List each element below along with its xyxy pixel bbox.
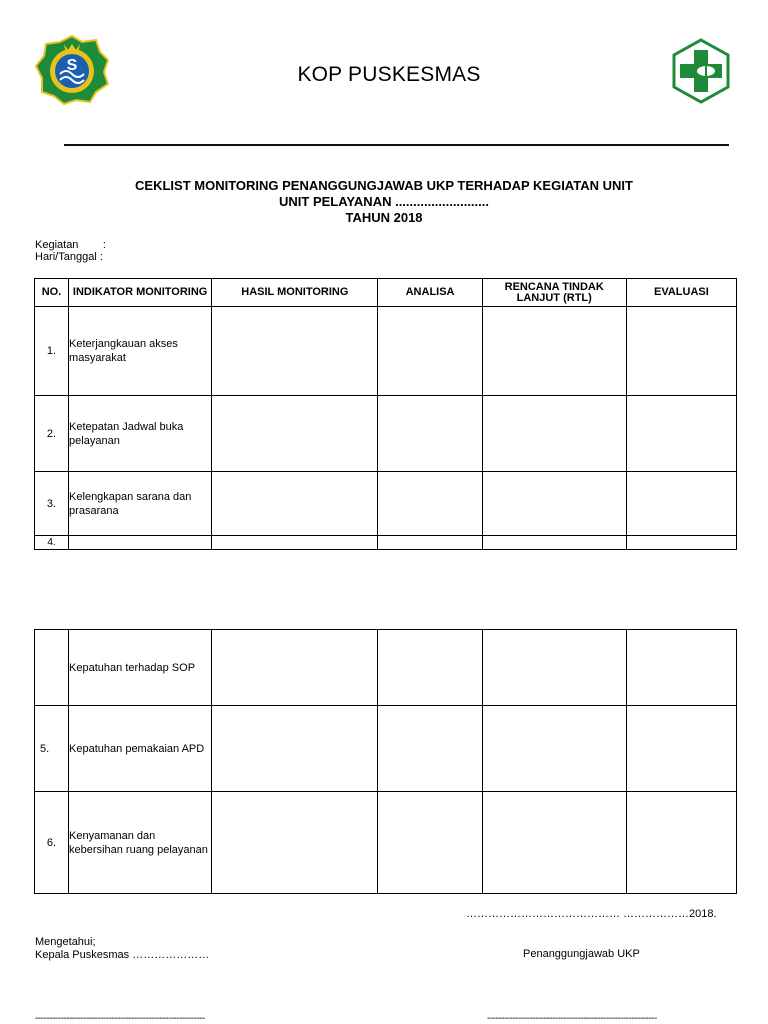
- evaluasi-cell[interactable]: [626, 396, 736, 472]
- emblem-letter: S: [66, 57, 78, 74]
- hasil-cell[interactable]: [212, 472, 378, 536]
- evaluasi-cell[interactable]: [626, 307, 736, 396]
- signature-line-right: ------------------------------------------------------------: [487, 1013, 657, 1024]
- rtl-cell[interactable]: [482, 396, 626, 472]
- document-title: CEKLIST MONITORING PENANGGUNGJAWAB UKP TERHADAP KEGIATAN UNIT: [135, 178, 633, 193]
- table-row: [35, 307, 737, 396]
- analisa-cell[interactable]: [378, 472, 482, 536]
- row-number: 1.: [35, 307, 69, 396]
- hasil-cell[interactable]: [212, 792, 378, 894]
- analisa-cell[interactable]: [378, 630, 482, 706]
- row-indikator: Kelengkapan sarana dan prasarana: [69, 472, 212, 536]
- header-hasil: HASIL MONITORING: [212, 279, 378, 307]
- analisa-cell[interactable]: [378, 396, 482, 472]
- evaluasi-cell[interactable]: [626, 536, 736, 550]
- rtl-cell[interactable]: [482, 536, 626, 550]
- evaluasi-cell[interactable]: [626, 792, 736, 894]
- row-indikator: [69, 536, 212, 550]
- row-number: 3.: [35, 472, 69, 536]
- monitoring-table: [34, 278, 737, 550]
- regional-emblem-icon: [34, 34, 110, 106]
- analisa-cell[interactable]: [378, 792, 482, 894]
- kepala-puskesmas-label: Kepala Puskesmas …………………: [35, 949, 210, 961]
- table-row: [35, 472, 737, 536]
- header-rtl: RENCANA TINDAK LANJUT (RTL): [482, 279, 626, 307]
- signature-line-left: ------------------------------------------------------------: [35, 1013, 205, 1024]
- evaluasi-cell[interactable]: [626, 706, 736, 792]
- tahun-line: TAHUN 2018: [345, 210, 423, 225]
- row-indikator: Kepatuhan terhadap SOP: [69, 630, 212, 706]
- hasil-cell[interactable]: [212, 536, 378, 550]
- header-indikator: INDIKATOR MONITORING: [69, 279, 212, 307]
- rtl-cell[interactable]: [482, 307, 626, 396]
- analisa-cell[interactable]: [378, 536, 482, 550]
- kegiatan-field: Kegiatan :: [35, 239, 106, 251]
- row-number: 2.: [35, 396, 69, 472]
- row-indikator: Kepatuhan pemakaian APD: [69, 706, 212, 792]
- row-indikator: Keterjangkauan akses masyarakat: [69, 307, 212, 396]
- evaluasi-cell[interactable]: [626, 630, 736, 706]
- analisa-cell[interactable]: [378, 307, 482, 396]
- hasil-cell[interactable]: [212, 307, 378, 396]
- puskesmas-cross-icon: [668, 38, 734, 104]
- rtl-cell[interactable]: [482, 792, 626, 894]
- row-number: 6.: [35, 792, 69, 894]
- hari-tanggal-field: Hari/Tanggal :: [35, 251, 103, 263]
- row-number: [35, 630, 69, 706]
- hasil-cell[interactable]: [212, 630, 378, 706]
- table-row: [35, 396, 737, 472]
- monitoring-table-continued: [34, 629, 737, 894]
- row-indikator: Ketepatan Jadwal buka pelayanan: [69, 396, 212, 472]
- table-row: [35, 706, 737, 792]
- penanggungjawab-label: Penanggungjawab UKP: [523, 948, 640, 960]
- header-evaluasi: EVALUASI: [626, 279, 736, 307]
- rtl-cell[interactable]: [482, 630, 626, 706]
- date-line: …………………………………… ………………2018.: [466, 908, 717, 920]
- row-number: 4.: [35, 536, 69, 550]
- table-row: [35, 630, 737, 706]
- table-header-row: [35, 279, 737, 307]
- row-number: 5.: [35, 706, 69, 792]
- analisa-cell[interactable]: [378, 706, 482, 792]
- row-indikator: Kenyamanan dan kebersihan ruang pelayanan: [69, 792, 212, 894]
- unit-pelayanan-line: UNIT PELAYANAN ..........................: [279, 194, 489, 209]
- hasil-cell[interactable]: [212, 706, 378, 792]
- table-row: [35, 792, 737, 894]
- rtl-cell[interactable]: [482, 706, 626, 792]
- header-rule: [64, 144, 729, 146]
- table-row: [35, 536, 737, 550]
- hasil-cell[interactable]: [212, 396, 378, 472]
- header-no: NO.: [35, 279, 69, 307]
- evaluasi-cell[interactable]: [626, 472, 736, 536]
- mengetahui-label: Mengetahui;: [35, 936, 96, 948]
- rtl-cell[interactable]: [482, 472, 626, 536]
- header-analisa: ANALISA: [378, 279, 482, 307]
- kop-title: KOP PUSKESMAS: [297, 63, 481, 86]
